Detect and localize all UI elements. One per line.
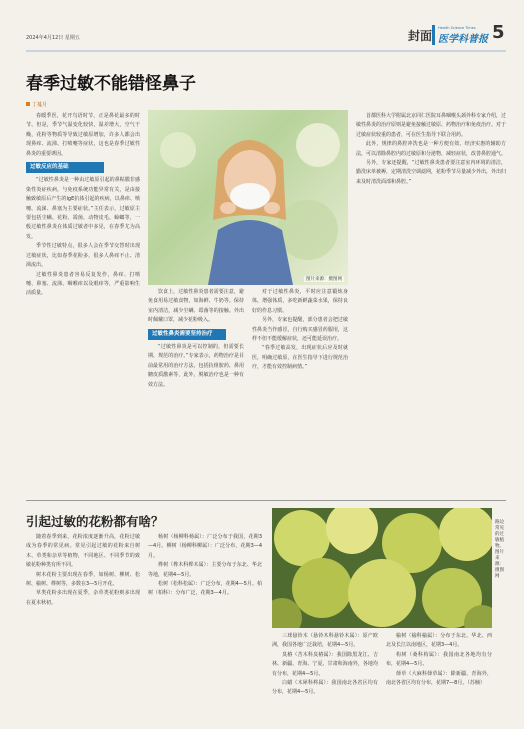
article1-column-4 — [356, 112, 506, 492]
paragraph: 另外，专家也提醒，部分患者会把过敏性鼻炎当作感冒，自行购买感冒药服用，这样不但不能缓解症状，还可能延误治疗。 — [252, 317, 348, 343]
article1-title: 春季过敏不能错怪鼻子 — [26, 74, 196, 94]
child-sneezing-photo — [148, 110, 348, 285]
paragraph: 另外，专家还提醒，“过敏性鼻炎患者要注意室内环境的清洁，勤洗床单被褥，定期清洗空调滤网，花粉季节尽量减少外出，外出归来及时清洗面部和鼻腔。” — [356, 160, 506, 185]
byline-marker-icon — [26, 102, 30, 106]
article2-title: 引起过敏的花粉都有啥？ — [26, 514, 164, 529]
pollen-plant-photo — [272, 508, 492, 628]
paragraph: 榆树（榆科榆属）：分布于东北、华北、西北及长江以南地区，花期3—4月。 — [386, 633, 492, 649]
paragraph: 杨树（杨柳科杨属）：广泛分布于我国，花期3—4月。柳树（杨柳科柳属）：广泛分布，花期3—4月。 — [148, 534, 262, 559]
paragraph: 此外，规律的鼻腔冲洗也是一种方便有效、经济实惠的辅助方法，可以清除鼻腔内的过敏原和分泌物，减轻症状，改善鼻腔通气。 — [356, 141, 506, 157]
photo-credit: 图片来源：摄图网 — [306, 277, 342, 282]
page-header — [26, 24, 506, 52]
article1-byline — [26, 101, 47, 108]
paragraph: 过敏性鼻炎患者容易反复发作，鼻痒、打喷嚏、鼻塞、流涕、咽喉痒以及眼痒等，严重影响生活质量。 — [26, 271, 140, 297]
header-accent-bar — [432, 25, 435, 45]
article-divider — [26, 500, 506, 501]
paragraph: 饮食上，过敏性鼻炎患者需要注意，避免食用易过敏食物，如海鲜、牛奶等。保持室内清洁，减少尘螨、霉菌等的接触。外出时佩戴口罩，减少花粉吸入。 — [148, 289, 244, 324]
article1-column-1 — [26, 112, 140, 492]
paragraph: 春暖季医，花开鸟语时节，正是鼻花最多的时节。但是，季节气温变化较快，温差增大，空气干燥，花粉等物质等导致过敏原增加，许多人都会出现鼻痒、流涕、打喷嚏等症状，这也是春季过敏性鼻炎的重要诱因。 — [26, 113, 140, 157]
article2-column-4 — [386, 632, 492, 722]
subheading: 过敏反应的基础 — [26, 162, 104, 173]
paragraph: “春季过敏高发，出现症状后应及时就医，明确过敏原，在医生指导下进行规范治疗，才能有效控制病情。” — [252, 345, 348, 371]
article2-column-1 — [26, 533, 140, 718]
masthead-english: Health Science Times — [438, 26, 476, 30]
plant-illustration — [272, 508, 492, 628]
photo-illustration — [148, 110, 348, 285]
paragraph: 桦树（桦木科桦木属）：主要分布于东北、华北等地，花期4—5月。 — [148, 562, 262, 578]
section-name: 封面 — [408, 29, 433, 43]
article1-column-2 — [148, 288, 244, 493]
paragraph: 白蜡（木犀科梣属）：我国南北各省区均有分布，花期4—5月。 — [272, 680, 378, 696]
masthead — [438, 26, 498, 46]
issue-date: 2024年4月12日 星期五 — [26, 35, 80, 41]
paragraph: 构树（桑科构属）：我国南北各地均有分布，花期4—5月。 — [386, 651, 492, 668]
paragraph: 松树（松科松属）：广泛分布，花期4—5月。柏树（柏科）：分布广泛，花期3—4月。 — [148, 581, 262, 597]
byline-author: 丁蔓月 — [32, 102, 48, 108]
article2-column-2 — [148, 533, 262, 718]
paragraph: 首都医科大学附属北京同仁医院耳鼻咽喉头颈外科专家介绍，过敏性鼻炎的治疗原则是避免接触过敏原、药物治疗和免疫治疗。对于过敏症状较重的患者，可在医生指导下联合用药。 — [356, 113, 506, 138]
paragraph: “过敏性鼻炎是可以控制的，但需要长期、规范的治疗。”专家表示，药物治疗是目前最常用的治疗方法，包括抗组胺药、鼻用糖皮质激素等，此外，脱敏治疗也是一种有效方法。 — [148, 344, 244, 388]
article2-column-3 — [272, 632, 378, 722]
photo2-caption: 路边常见的过敏植物。图片来源：摄图网 — [495, 520, 504, 579]
page-number: 5 — [492, 22, 505, 43]
paragraph: 臭椿（苦木科臭椿属）：我国除黑龙江、吉林、新疆、青海、宁夏、甘肃和海南外，各地均有分布，花期4—5月。 — [272, 651, 378, 677]
paragraph: 草类花粉多出现在夏季，杂草类花粉则多出现在夏末秋初。 — [26, 590, 140, 606]
article1-column-3 — [252, 288, 348, 493]
paragraph: 随着春季到来，花粉浓度逐渐升高，花粉过敏成为春季的常见病。常见引起过敏的花粉来自树木、草类和杂草等植物，不同地区、不同季节的致敏花粉种类有所不同。 — [26, 534, 140, 569]
paragraph: 葎草（大麻科葎草属）：除新疆、青海外，南北各省区均有分布，花期7—8月。（苏楠） — [386, 670, 492, 687]
paragraph: 对于过敏性鼻炎，平时应注意锻炼身体，增强体质，多吃新鲜蔬菜水果，保持良好的作息习惯。 — [252, 289, 348, 314]
paragraph: 三球悬铃木（悬铃木科悬铃木属）：原产欧洲，我国各地广泛栽培，花期4—5月。 — [272, 633, 378, 649]
subheading: 过敏性鼻炎需要坚持治疗 — [148, 329, 226, 340]
paragraph: 季节性过敏特点，很多人会在季节交替时出现过敏症状，比如春季花粉多，很多人鼻痒不止、清涕流出。 — [26, 243, 140, 269]
paragraph: “过敏性鼻炎是一种由过敏原引起的鼻粘膜非感染性炎症疾病，与免疫系统功能异常有关，是由接触致敏原后产生的IgE抗体引起的疾病，以鼻痒、喷嚏、流涕、鼻塞为主要症状。”主任表示，过敏原主要包括尘螨、花粉、霉菌、动物皮毛、蟑螂等，一般过敏性鼻炎在体质过敏者中多见，在春季尤为高发。 — [26, 177, 140, 240]
paragraph: 树木花粉主要出现在春季，如杨树、柳树、松树、榆树、桦树等，多数在3—5月开花。 — [26, 571, 140, 588]
masthead-chinese: 医学科普报 — [438, 34, 488, 45]
